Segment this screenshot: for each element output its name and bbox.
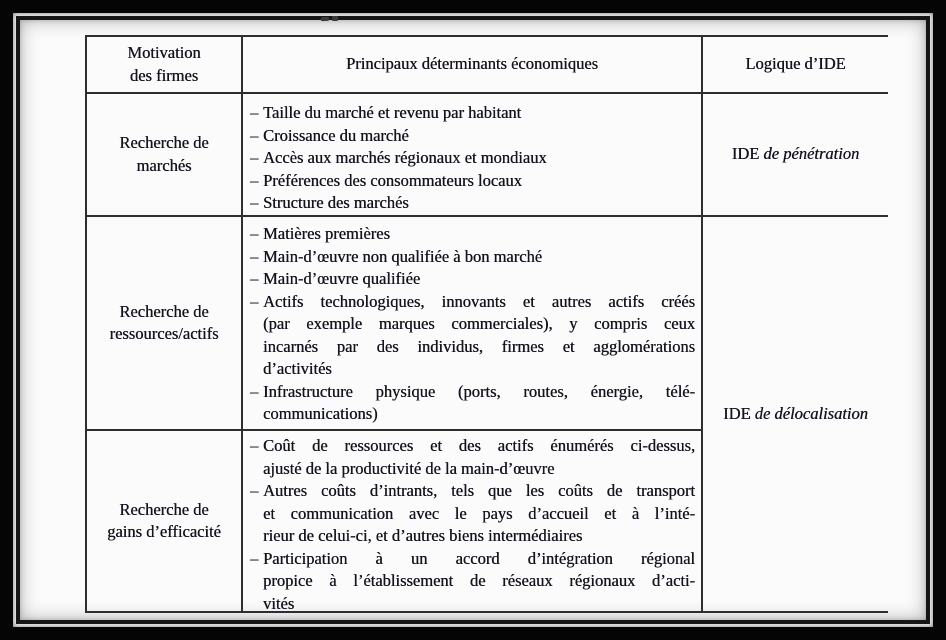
scan-artifact [332, 16, 338, 21]
bullet-line: Matières premières [263, 224, 390, 243]
bullet-line: ajusté de la productivité de la main-d’œuvre [263, 458, 555, 478]
bullet-item [250, 291, 695, 381]
bullet-dash: – [250, 125, 259, 145]
cell-motivation-ressources [87, 217, 241, 429]
bullet-line: rieur de celui-ci, et d’autres biens intermédiaires [263, 526, 583, 545]
bullet-item [250, 548, 695, 616]
logique-italic: de pénétration [763, 144, 860, 164]
bullet-item [250, 268, 695, 291]
bullet-line: (par exemple marques commerciales), y compris ceux [263, 314, 695, 333]
bullet-line: Croissance du marché [263, 125, 409, 145]
bullet-dash: – [250, 148, 259, 167]
bullet-line: incarnés par des individus, firmes et agglomérations [263, 336, 695, 356]
bullet-dash: – [250, 170, 259, 190]
cell-determinants-row2 [250, 217, 695, 426]
motivation-label: Recherche de gains d’efficacité [107, 499, 221, 541]
fdi-motivation-table [85, 35, 888, 613]
header-label: Logique d’IDE [745, 54, 846, 74]
cell-logique-penetration [703, 94, 888, 215]
scan-artifact [321, 17, 329, 21]
bullet-dash: – [250, 269, 259, 288]
bullet-line: vités [263, 593, 295, 613]
motivation-label: Recherche de marchés [119, 133, 209, 175]
motivation-label: Recherche de ressources/actifs [109, 301, 219, 343]
logique-prefix: IDE [723, 403, 755, 423]
column1-divider-line [241, 35, 243, 613]
bullet-dash: – [250, 291, 259, 311]
bullet-line: Actifs technologiques, innovants et autres actifs créés [263, 291, 695, 311]
header-cell-motivation [87, 37, 241, 92]
bullet-line: d’activités [263, 359, 332, 378]
cell-motivation-efficacite [87, 431, 241, 611]
cell-determinants-row1 [250, 94, 695, 215]
bullet-line: Main-d’œuvre non qualifiée à bon marché [263, 246, 543, 266]
bullet-line: Accès aux marchés régionaux et mondiaux [263, 148, 547, 167]
cell-motivation-marches [87, 94, 241, 215]
header-label: Principaux déterminants économiques [345, 54, 599, 74]
bullet-line: Coût de ressources et des actifs énumérés ci-dessus, [263, 436, 695, 455]
bullet-line: Autres coûts d’intrants, tels que les coûts de transport [263, 481, 695, 500]
bullet-line: communications) [263, 404, 378, 423]
cell-logique-delocalisation-merged [703, 217, 888, 611]
bullet-dash: – [250, 381, 259, 401]
bullet-line: Main-d’œuvre qualifiée [263, 269, 421, 288]
bullet-line: Préférences des consommateurs locaux [263, 170, 522, 190]
bullet-line: Structure des marchés [263, 193, 409, 212]
header-label: Motivation des firmes [127, 43, 201, 85]
bullet-item [250, 102, 695, 125]
bullet-dash: – [250, 193, 259, 212]
bullet-dash: – [250, 246, 259, 266]
bullet-dash: – [250, 436, 259, 455]
logique-prefix: IDE [731, 144, 764, 164]
bullet-line: Participation à un accord d’intégration régional [263, 548, 695, 568]
bullet-line: Taille du marché et revenu par habitant [263, 103, 522, 122]
logique-label [723, 403, 868, 426]
bullet-item [250, 246, 695, 269]
bullet-dash: – [250, 224, 259, 243]
bullet-item [250, 381, 695, 426]
bullet-line: Infrastructure physique (ports, routes, énergie, télé- [263, 381, 695, 401]
header-cell-determinants [243, 37, 701, 92]
logique-label [732, 143, 859, 166]
bullet-item [250, 480, 695, 548]
bullet-item [250, 192, 695, 215]
bullet-item [250, 223, 695, 246]
bullet-line: et communication avec le pays d’accueil et à l’inté- [263, 503, 695, 523]
cell-determinants-row3 [250, 431, 695, 615]
bullet-item [250, 147, 695, 170]
bullet-item [250, 170, 695, 193]
bullet-item [250, 435, 695, 480]
logique-italic: de délocalisation [754, 403, 868, 423]
bullet-line: propice à l’établissement de réseaux régionaux d’acti- [263, 571, 695, 590]
bullet-dash: – [250, 103, 259, 122]
bullet-dash: – [250, 548, 259, 568]
bullet-item [250, 125, 695, 148]
bullet-dash: – [250, 481, 259, 500]
header-cell-logique [703, 37, 888, 92]
